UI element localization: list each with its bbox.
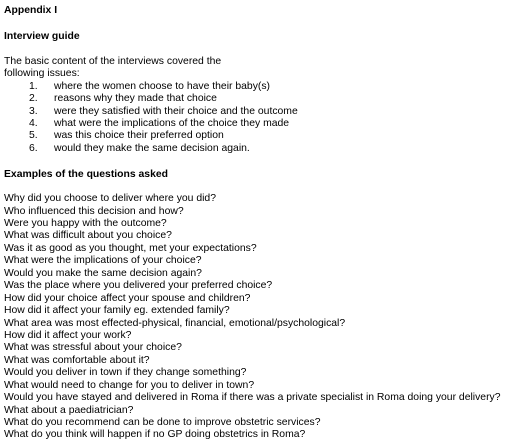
questions-title: Examples of the questions asked: [4, 169, 168, 181]
issue-item: [4, 93, 519, 105]
question-item: What area was most effected-physical, financial, emotional/psychological?: [4, 317, 346, 329]
questions-list: [4, 193, 519, 442]
question-item: Who influenced this decision and how?: [4, 205, 184, 217]
issue-number: 2.: [29, 93, 38, 105]
issue-number: 3.: [29, 105, 38, 117]
question-item: Was the place where you delivered your preferred choice?: [4, 280, 273, 292]
document-page: [4, 4, 519, 442]
question-item: Would you deliver in town if they change something?: [4, 367, 247, 379]
issue-text: where the women choose to have their baby(s): [54, 80, 271, 92]
issue-number: 5.: [29, 130, 38, 142]
issue-item: [4, 118, 519, 130]
intro-line-2: following issues:: [4, 68, 80, 80]
issue-text: reasons why they made that choice: [54, 93, 217, 105]
issue-number: 4.: [29, 117, 38, 129]
question-item: Would you have stayed and delivered in Roma if there was a private specialist in Roma doing your delivery?: [4, 392, 501, 404]
issue-item: [4, 106, 519, 118]
intro-line-1: The basic content of the interviews covered the: [4, 56, 222, 67]
question-item: How did it affect your family eg. extended family?: [4, 305, 230, 317]
question-item: What about a paediatrician?: [4, 404, 134, 416]
interview-guide-title: Interview guide: [4, 31, 80, 42]
issue-text: was this choice their preferred option: [54, 130, 224, 142]
question-item: How did your choice affect your spouse and children?: [4, 292, 251, 304]
issues-list: [4, 81, 519, 155]
question-item: Would you make the same decision again?: [4, 267, 202, 279]
question-item: What were the implications of your choice?: [4, 255, 202, 267]
question-item: Were you happy with the outcome?: [4, 218, 167, 229]
appendix-title: Appendix I: [4, 5, 58, 16]
issue-number: 1.: [29, 80, 38, 92]
issue-item: [4, 143, 519, 155]
question-item: Why did you choose to deliver where you did?: [4, 193, 216, 205]
question-item: What do you think will happen if no GP doing obstetrics in Roma?: [4, 429, 306, 441]
issue-item: [4, 81, 519, 93]
question-item: Was it as good as you thought, met your expectations?: [4, 242, 257, 254]
question-item: What do you recommend can be done to improve obstetric services?: [4, 417, 321, 428]
question-item: What was comfortable about it?: [4, 354, 150, 366]
issue-text: what were the implications of the choice they made: [54, 117, 290, 129]
issue-item: [4, 130, 519, 142]
question-item: What would need to change for you to deliver in town?: [4, 379, 255, 391]
question-item: What was stressful about your choice?: [4, 342, 182, 354]
question-item: What was difficult about you choice?: [4, 230, 172, 242]
question-item: How did it affect your work?: [4, 329, 132, 341]
issue-text: would they make the same decision again.: [54, 142, 250, 154]
issue-number: 6.: [29, 142, 38, 154]
issue-text: were they satisfied with their choice and the outcome: [54, 105, 298, 117]
